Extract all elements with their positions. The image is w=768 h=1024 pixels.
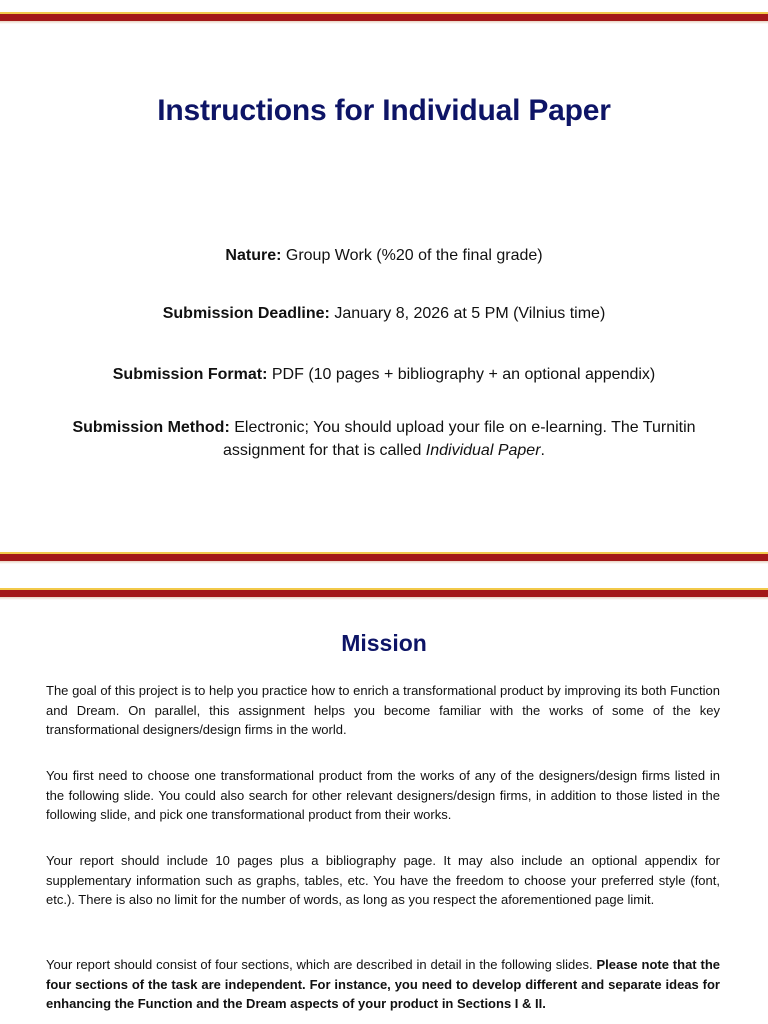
page-title: Instructions for Individual Paper [157, 94, 611, 127]
method-label: Submission Method: [72, 419, 230, 436]
mission-paragraph-2: You first need to choose one transformational product from the works of any of the designers/design firms listed in the following slide. You could also search for other relevant designers/design firms, in addition to those listed in the following slide, and pick one transformational product from their works. [46, 768, 720, 822]
mission-paragraph-4-bold: Please note that the four sections of the task are independent. For instance, you need to develop different and separate ideas for enhancing the Function and the Dream aspects of your product in Sections I & II. [46, 957, 720, 1011]
mission-paragraph-4 [46, 955, 720, 1014]
deadline-label: Submission Deadline: [162, 305, 330, 322]
method-line [30, 416, 738, 462]
nature-label: Nature: [225, 247, 282, 264]
method-value-end: . [540, 442, 545, 459]
slide2-top-border-band [0, 588, 768, 597]
deadline-value: January 8, 2026 at 5 PM (Vilnius time) [329, 305, 606, 322]
slide1-bottom-border-band [0, 552, 768, 561]
nature-line [30, 244, 738, 267]
mission-paragraph-3: Your report should include 10 pages plus a bibliography page. It may also include an optional appendix for supplementary information such as graphs, tables, etc. You have the freedom to choose your preferred style (font, etc.). There is also no limit for the number of words, as long as you respect the aforementioned page limit. [46, 853, 720, 907]
method-value: Electronic; You should upload your file on e-learning. The Turnitin assignment for that is called [223, 419, 696, 459]
format-label: Submission Format: [112, 366, 268, 383]
nature-value: Group Work (%20 of the final grade) [281, 247, 543, 264]
method-assignment-name: Individual Paper [425, 442, 541, 459]
deadline-line [30, 302, 738, 325]
mission-paragraph-1: The goal of this project is to help you practice how to enrich a transformational product by improving its both Function and Dream. On parallel, this assignment helps you become familiar with the works of some of the key transformational designers/design firms in the world. [46, 683, 720, 737]
format-line [30, 363, 738, 386]
format-value: PDF (10 pages + bibliography + an optional appendix) [267, 366, 656, 383]
mission-title: Mission [341, 630, 427, 656]
mission-paragraph-4-text: Your report should consist of four sections, which are described in detail in the following slides. [46, 957, 597, 972]
top-border-band [0, 12, 768, 21]
